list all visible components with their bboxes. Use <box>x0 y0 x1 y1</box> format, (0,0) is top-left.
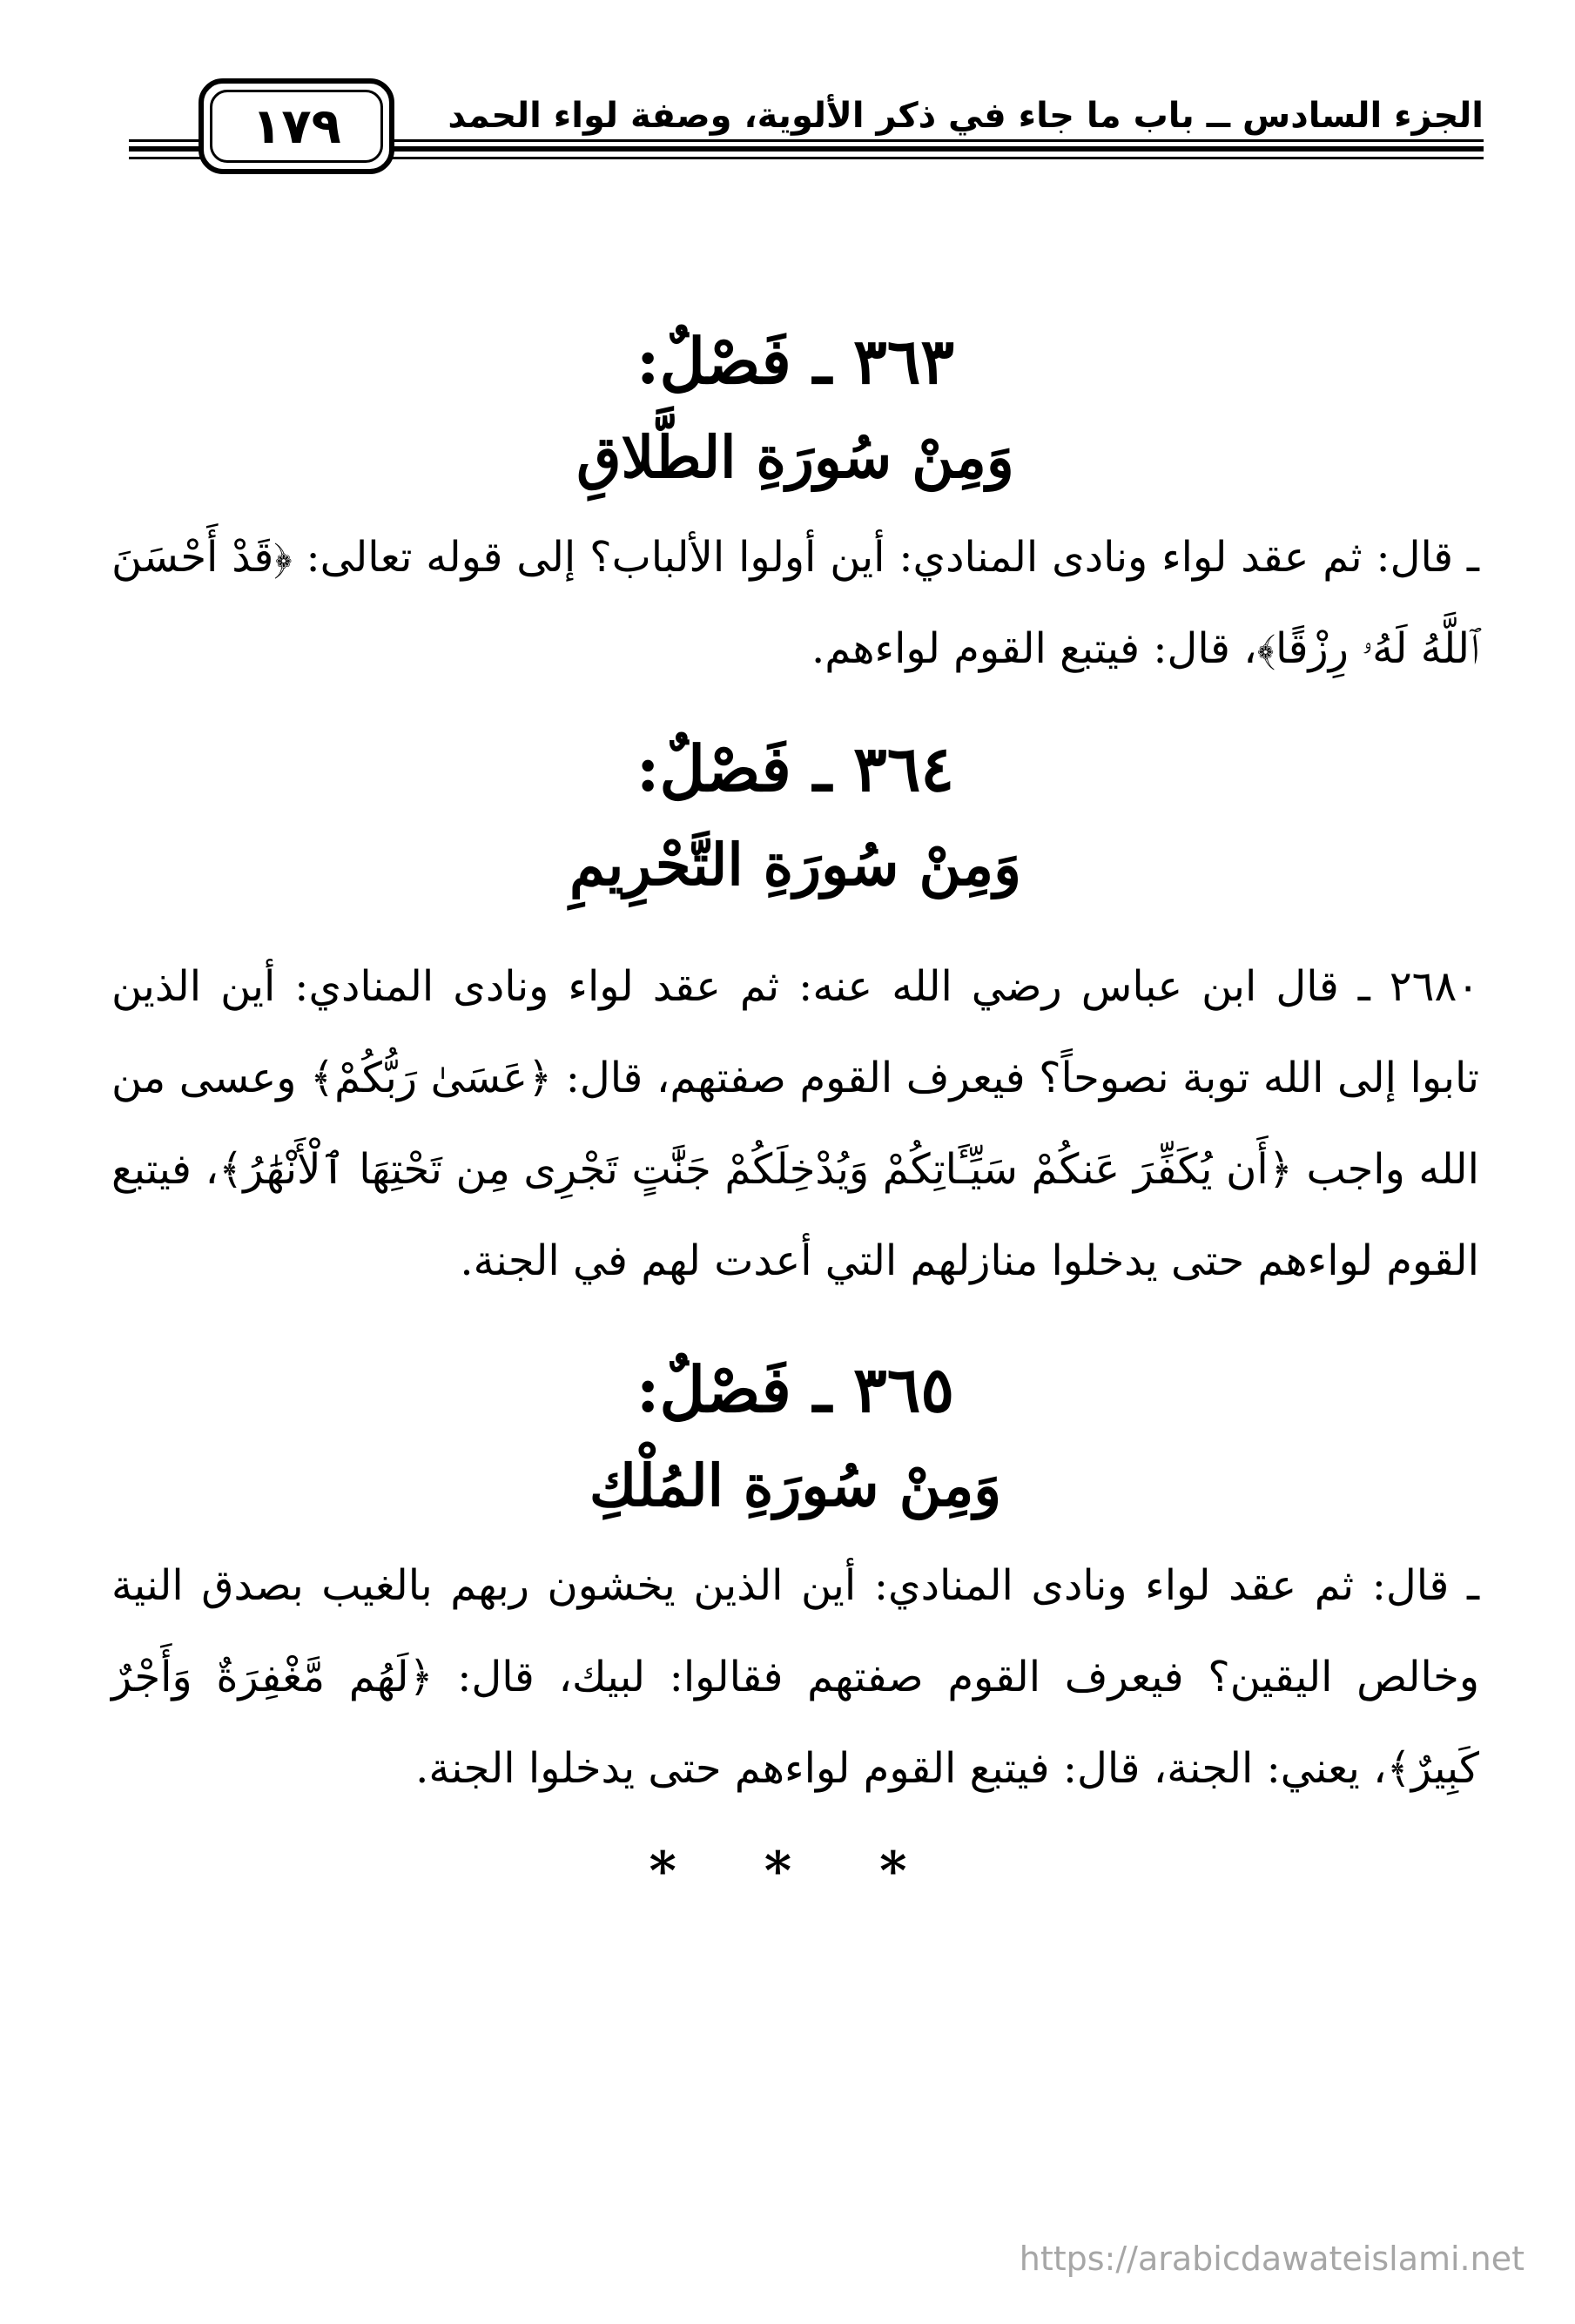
surah-heading: وَمِنْ سُورَةِ المُلْكِ <box>589 1452 1002 1519</box>
section-363 <box>111 313 1479 695</box>
section-paragraph: ـ قال: ثم عقد لواء ونادى المنادي: أين الذين يخشون ربهم بالغيب بصدق النية وخالص اليقين؟ فيعرف القوم صفتهم فقالوا: لبيك، قال: ﴿لَهُم مَّغْفِرَةٌ وَأَجْرٌ كَبِيرٌ﴾، يعني: الجنة، قال: فيتبع القوم لواءهم حتى يدخلوا الجنة. <box>111 1561 1480 1793</box>
surah-heading: وَمِنْ سُورَةِ الطَّلاقِ <box>576 423 1014 491</box>
section-heading: ٣٦٣ ـ فَصْلٌ: <box>636 324 955 398</box>
section-separator: * * * <box>649 1841 942 1902</box>
section-paragraph: ـ قال: ثم عقد لواء ونادى المنادي: أين أولوا الألباب؟ إلى قوله تعالى: ﴿قَدْ أَحْسَنَ ٱللَّهُ لَهُۥ رِزْقًا﴾، قال: فيتبع القوم لواءهم. <box>111 533 1479 673</box>
section-paragraph: ٢٦٨٠ ـ قال ابن عباس رضي الله عنه: ثم عقد لواء ونادى المنادي: أين الذين تابوا إلى الله توبة نصوحاً؟ فيعرف القوم صفتهم، قال: ﴿عَسَىٰ رَبُّكُمْ﴾ وعسى من الله واجب ﴿أَن يُكَفِّرَ عَنكُمْ سَيِّـَٔاتِكُمْ وَيُدْخِلَكُمْ جَنَّٰتٍ تَجْرِى مِن تَحْتِهَا ٱلْأَنْهَٰرُ﴾، فيتبع القوم لواءهم حتى يدخلوا منازلهم التي أعدت لهم في الجنة. <box>111 962 1479 1285</box>
section-heading: ٣٦٥ ـ فَصْلٌ: <box>636 1352 955 1426</box>
page-body <box>111 313 1479 1902</box>
section-364 <box>111 721 1479 1307</box>
watermark-url: https://arabicdawateislami.net <box>1019 2240 1525 2278</box>
section-365 <box>111 1342 1479 1815</box>
page-number-frame <box>199 78 394 174</box>
page-header <box>129 71 1484 176</box>
surah-heading: وَمِنْ سُورَةِ التَّحْرِيمِ <box>569 831 1021 899</box>
section-heading: ٣٦٤ ـ فَصْلٌ: <box>636 731 955 805</box>
page-number: ١٧٩ <box>210 90 383 163</box>
running-title: الجزء السادس ــ باب ما جاء في ذكر الألوية، وصفة لواء الحمد <box>448 96 1484 136</box>
